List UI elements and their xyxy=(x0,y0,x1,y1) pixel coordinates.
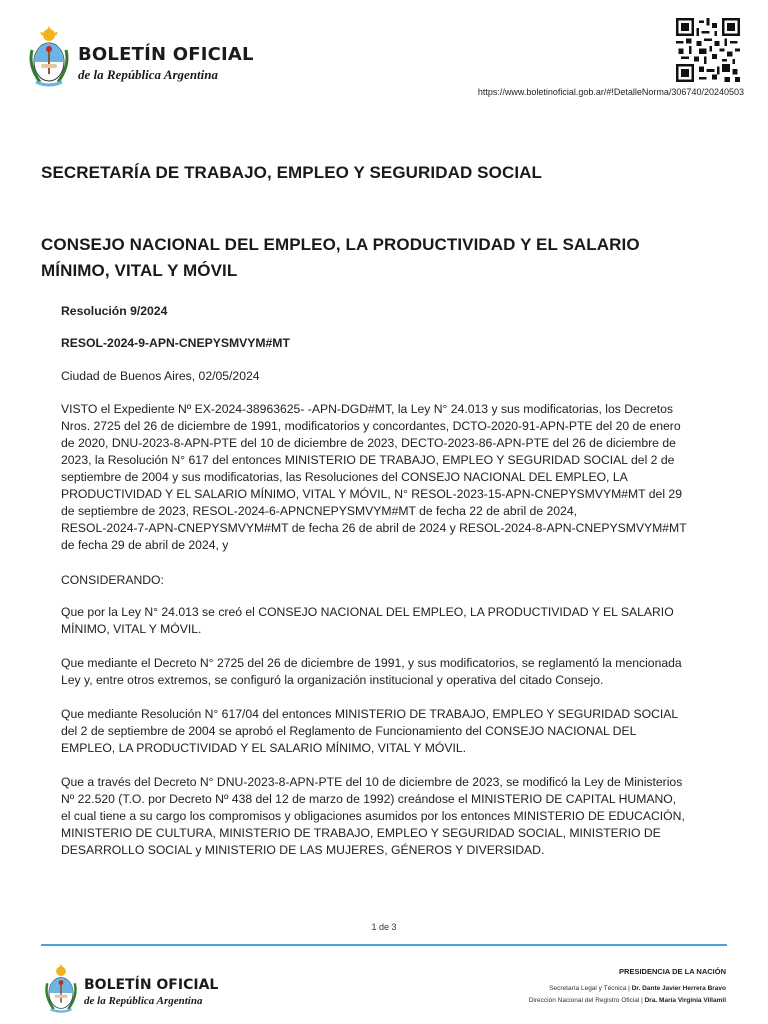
footer-credit-name: Dra. María Virginia Villamil xyxy=(644,997,726,1004)
text-line: 2023, la Resolución N° 617 del entonces MINISTERIO DE TRABAJO, EMPLEO Y SEGURIDAD SOCIAL del 2 de xyxy=(61,453,675,467)
text-line: de 2020, DNU-2023-8-APN-PTE del 10 de diciembre de 2023, DECTO-2023-86-APN-PTE del 26 de diciembre de xyxy=(61,436,676,450)
text-line: Que mediante el Decreto N° 2725 del 26 de diciembre de 1991, y sus modificatorios, se reglamentó la mencionada xyxy=(61,656,682,670)
text-line: Nº 22.520 (T.O. por Decreto Nº 438 del 12 de marzo de 1992) creándose el MINISTERIO DE CAPITAL HUMANO, xyxy=(61,792,677,806)
paragraph-1 xyxy=(61,604,721,638)
text-line: del 2 de septiembre de 2004 se aprobó el Reglamento de Funcionamiento del CONSEJO NACIONAL DEL xyxy=(61,724,637,738)
text-line: RESOL-2024-7-APN-CNEPYSMVYM#MT de fecha 26 de abril de 2024 y RESOL-2024-8-APN-CNEPYSMVYM#MT xyxy=(61,521,687,535)
resolution-code: RESOL-2024-9-APN-CNEPYSMVYM#MT xyxy=(61,336,290,350)
considerando-label: CONSIDERANDO: xyxy=(61,573,164,587)
header-logo xyxy=(26,24,266,90)
footer-credit-name: Dr. Dante Javier Herrera Bravo xyxy=(631,985,726,992)
paragraph-3 xyxy=(61,706,721,757)
coat-of-arms-icon xyxy=(26,26,72,88)
text-line: de fecha 29 de abril de 2024, y xyxy=(61,538,229,552)
footer-credit-label: Dirección Nacional del Registro Oficial xyxy=(528,997,640,1004)
text-line: septiembre de 2004 y sus modificatorias, las Resoluciones del CONSEJO NACIONAL DEL EMPLEO, LA xyxy=(61,470,628,484)
footer-divider xyxy=(41,944,727,946)
footer-credit-1: Secretaría Legal y Técnica | Dr. Dante Javier Herrera Bravo xyxy=(549,985,726,992)
qr-code-icon xyxy=(676,18,740,82)
text-line: Que a través del Decreto N° DNU-2023-8-APN-PTE del 10 de diciembre de 2023, se modificó la Ley de Ministerios xyxy=(61,775,683,789)
paragraph-2 xyxy=(61,655,721,689)
document-url[interactable]: https://www.boletinoficial.gob.ar/#!DetalleNorma/306740/20240503 xyxy=(477,87,744,97)
heading-consejo-line1: CONSEJO NACIONAL DEL EMPLEO, LA PRODUCTIVIDAD Y EL SALARIO xyxy=(41,235,640,254)
footer-logo-subtitle: de la República Argentina xyxy=(84,995,203,1007)
footer-logo xyxy=(40,962,240,1016)
text-line: VISTO el Expediente Nº EX-2024-38963625- -APN-DGD#MT, la Ley N° 24.013 y sus modificatorias, los Decretos xyxy=(61,402,673,416)
coat-of-arms-icon xyxy=(42,964,80,1014)
heading-consejo-line2: MÍNIMO, VITAL Y MÓVIL xyxy=(41,261,238,280)
text-line: de septiembre de 2023, RESOL-2024-6-APNCNEPYSMVYM#MT de fecha 22 de abril de 2024, xyxy=(61,504,577,518)
page-number: 1 de 3 xyxy=(371,922,397,932)
footer-presidencia: PRESIDENCIA DE LA NACIÓN xyxy=(619,967,726,976)
text-line: Que por la Ley N° 24.013 se creó el CONSEJO NACIONAL DEL EMPLEO, LA PRODUCTIVIDAD Y EL SALARIO xyxy=(61,605,674,619)
text-line: Nros. 2725 del 26 de diciembre de 1991, modificatorios y concordantes, DCTO-2020-91-APN-PTE del 20 de enero xyxy=(61,419,681,433)
text-line: MINISTERIO DE CULTURA, MINISTERIO DE TRABAJO, EMPLEO Y SEGURIDAD SOCIAL, MINISTERIO DE xyxy=(61,826,661,840)
text-line: DESARROLLO SOCIAL y MINISTERIO DE LAS MUJERES, GÉNEROS Y DIVERSIDAD. xyxy=(61,843,545,857)
footer-logo-title: BOLETÍN OFICIAL xyxy=(84,977,219,993)
resolution-number: Resolución 9/2024 xyxy=(61,304,168,318)
text-line: Que mediante Resolución N° 617/04 del entonces MINISTERIO DE TRABAJO, EMPLEO Y SEGURIDAD SOCIAL xyxy=(61,707,679,721)
paragraph-4 xyxy=(61,774,721,859)
text-line: Ley y, entre otros extremos, se configuró la organización institucional y operativa del citado Consejo. xyxy=(61,673,604,687)
text-line: el cual tiene a su cargo los compromisos y obligaciones asumidos por los entonces MINISTERIO DE EDUCACIÓN, xyxy=(61,809,685,823)
logo-subtitle: de la República Argentina xyxy=(78,67,218,82)
text-line: PRODUCTIVIDAD Y EL SALARIO MÍNIMO, VITAL Y MÓVIL, N° RESOL-2023-15-APN-CNEPYSMVYM#MT del 29 xyxy=(61,487,682,501)
logo-title: BOLETÍN OFICIAL xyxy=(78,44,254,65)
heading-consejo xyxy=(41,232,731,284)
footer-credit-2: Dirección Nacional del Registro Oficial | Dra. María Virginia Villamil xyxy=(528,997,726,1004)
paragraph-visto xyxy=(61,401,721,554)
text-line: EMPLEO, LA PRODUCTIVIDAD Y EL SALARIO MÍNIMO, VITAL Y MÓVIL. xyxy=(61,741,467,755)
place-date: Ciudad de Buenos Aires, 02/05/2024 xyxy=(61,369,260,383)
heading-secretaria: SECRETARÍA DE TRABAJO, EMPLEO Y SEGURIDAD SOCIAL xyxy=(41,163,543,182)
text-line: MÍNIMO, VITAL Y MÓVIL. xyxy=(61,622,202,636)
footer-credit-label: Secretaría Legal y Técnica xyxy=(549,985,627,992)
